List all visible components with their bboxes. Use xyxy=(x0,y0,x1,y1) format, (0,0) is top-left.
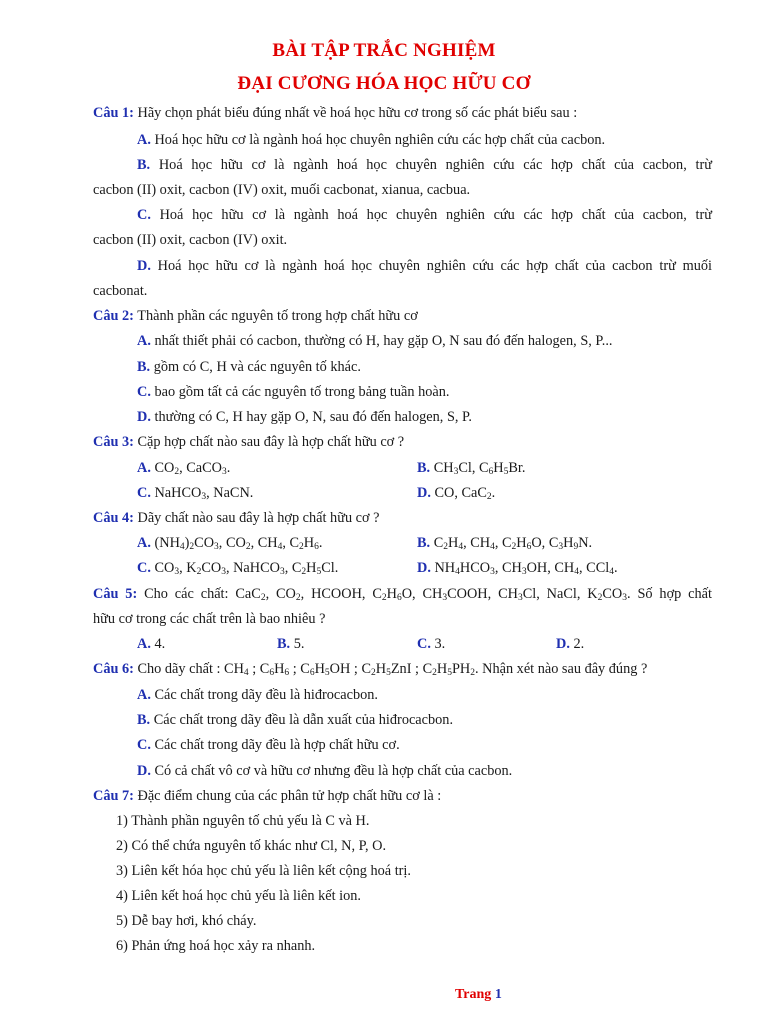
q1-option-b xyxy=(137,156,712,174)
footer-label: Trang xyxy=(455,987,492,1002)
option-label: A. xyxy=(137,460,151,476)
option-text: Có cả chất vô cơ và hữu cơ nhưng đều là hợp chất của cacbon. xyxy=(150,763,513,779)
option-text: NaHCO$_3$, NaCN. xyxy=(150,485,254,502)
option-label: C. xyxy=(137,384,151,400)
question-label: Câu 6: xyxy=(93,661,134,677)
question-label: Câu 3: xyxy=(93,434,134,450)
question-text: Hãy chọn phát biểu đúng nhất về hoá học hữu cơ trong số các phát biểu sau : xyxy=(133,105,578,121)
question-text: Thành phần các nguyên tố trong hợp chất hữu cơ xyxy=(133,308,418,324)
q6-option-d xyxy=(137,762,512,780)
option-text: 2. xyxy=(569,636,585,652)
question-4 xyxy=(93,509,380,527)
page-number: 1 xyxy=(494,987,502,1002)
option-text: Hoá học hữu cơ là ngành hoá học chuyên nghiên cứu các hợp chất của cacbon, trừ xyxy=(150,207,712,223)
option-text: $CO_3$, $K_2CO_3$, NaHCO$_3$, $C_2H_5Cl$. xyxy=(150,560,339,577)
option-label: C. xyxy=(137,485,151,501)
option-label: C. xyxy=(137,737,151,753)
question-label: Câu 2: xyxy=(93,308,134,324)
q7-item: 5) Dễ bay hơi, khó cháy. xyxy=(116,913,257,929)
q1-option-b-cont: cacbon (II) oxit, cacbon (IV) oxit, muối cacbonat, xianua, cacbua. xyxy=(93,182,471,198)
q1-option-c xyxy=(137,206,712,224)
question-1 xyxy=(93,104,577,122)
q4-option-a xyxy=(137,534,322,552)
q2-option-d xyxy=(137,408,472,426)
option-label: D. xyxy=(556,636,570,652)
question-label: Câu 7: xyxy=(93,788,134,804)
q7-item: 6) Phản ứng hoá học xảy ra nhanh. xyxy=(116,938,316,954)
q2-option-a xyxy=(137,332,613,350)
q1-option-d-cont: cacbonat. xyxy=(93,283,148,299)
question-5 xyxy=(93,585,712,603)
question-3 xyxy=(93,433,404,451)
option-label: C. xyxy=(137,560,151,576)
q4-option-c xyxy=(137,559,338,577)
option-label: B. xyxy=(137,157,151,173)
option-text: $(NH_4)_2CO_3$, $CO_2$, $CH_4$, $C_2H_6$. xyxy=(150,535,323,552)
q5-option-d xyxy=(556,635,584,653)
option-text: Hoá học hữu cơ là ngành hoá học chuyên nghiên cứu các hợp chất của cacbon. xyxy=(150,132,606,148)
option-text: Hoá học hữu cơ là ngành hoá học chuyên nghiên cứu các hợp chất của cacbon, trừ xyxy=(150,157,712,173)
option-label: C. xyxy=(417,636,431,652)
q3-option-a xyxy=(137,459,230,477)
question-text: Cho dãy chất : $CH_4$ ; $C_6H_6$ ; $C_6H_5OH$ ; $C_2H_5ZnI$ ; $C_2H_5PH_2$. Nhận xét nào sau đây đúng ? xyxy=(133,661,648,678)
question-6 xyxy=(93,660,647,678)
q3-option-c xyxy=(137,484,253,502)
page-footer xyxy=(455,987,502,1003)
option-label: B. xyxy=(417,460,431,476)
q2-option-c xyxy=(137,383,449,401)
question-2 xyxy=(93,307,418,325)
option-text: thường có C, H hay gặp O, N, sau đó đến halogen, S, P. xyxy=(150,409,472,425)
q7-item: 2) Có thể chứa nguyên tố khác như Cl, N, P, O. xyxy=(116,838,387,854)
option-text: $CO_2$, CaCO$_3$. xyxy=(150,460,231,477)
q7-item: 3) Liên kết hóa học chủ yếu là liên kết cộng hoá trị. xyxy=(116,863,411,879)
question-5-cont: hữu cơ trong các chất trên là bao nhiêu ? xyxy=(93,611,326,627)
q3-option-d xyxy=(417,484,495,502)
option-label: D. xyxy=(417,560,431,576)
q7-item: 1) Thành phần nguyên tố chủ yếu là C và H. xyxy=(116,813,370,829)
question-7 xyxy=(93,787,441,805)
document-subtitle: ĐẠI CƯƠNG HÓA HỌC HỮU CƠ xyxy=(237,73,531,94)
question-text: Cặp hợp chất nào sau đây là hợp chất hữu cơ ? xyxy=(133,434,405,450)
option-label: B. xyxy=(137,712,151,728)
q1-option-c-cont: cacbon (II) oxit, cacbon (IV) oxit. xyxy=(93,232,288,248)
q6-option-a xyxy=(137,686,378,704)
option-label: B. xyxy=(417,535,431,551)
option-text: gồm có C, H và các nguyên tố khác. xyxy=(150,359,361,375)
q5-option-c xyxy=(417,635,445,653)
document-title: BÀI TẬP TRẮC NGHIỆM xyxy=(272,40,496,61)
option-text: $CH_3Cl$, $C_6H_5Br$. xyxy=(430,460,526,477)
question-text: Đặc điểm chung của các phân tử hợp chất hữu cơ là : xyxy=(133,788,442,804)
option-label: A. xyxy=(137,636,151,652)
option-label: D. xyxy=(137,409,151,425)
question-label: Câu 5: xyxy=(93,586,138,602)
option-text: bao gồm tất cả các nguyên tố trong bảng tuần hoàn. xyxy=(150,384,450,400)
option-label: B. xyxy=(277,636,291,652)
option-label: A. xyxy=(137,687,151,703)
q5-option-b xyxy=(277,635,304,653)
option-label: C. xyxy=(137,207,151,223)
option-label: A. xyxy=(137,132,151,148)
q6-option-c xyxy=(137,736,400,754)
question-label: Câu 1: xyxy=(93,105,134,121)
option-text: $NH_4HCO_3$, $CH_3OH$, $CH_4$, CCl$_4$. xyxy=(430,560,618,577)
option-text: Các chất trong dãy đều là dẫn xuất của hiđrocacbon. xyxy=(150,712,454,728)
option-label: D. xyxy=(137,763,151,779)
q2-option-b xyxy=(137,358,361,376)
q6-option-b xyxy=(137,711,453,729)
question-text: Cho các chất: CaC$_2$, $CO_2$, HCOOH, $C_2H_6O$, $CH_3COOH$, $CH_3Cl$, NaCl, $K_2CO_3$. Số hợp chất xyxy=(137,586,712,603)
option-text: 3. xyxy=(430,636,446,652)
q1-option-d xyxy=(137,257,712,275)
question-label: Câu 4: xyxy=(93,510,134,526)
option-label: A. xyxy=(137,535,151,551)
option-text: 4. xyxy=(150,636,166,652)
option-text: Các chất trong dãy đều là hợp chất hữu cơ. xyxy=(150,737,400,753)
option-label: B. xyxy=(137,359,151,375)
option-text: $C_2H_4$, $CH_4$, $C_2H_6O$, $C_3H_9N$. xyxy=(430,535,593,552)
option-label: D. xyxy=(417,485,431,501)
option-text: Các chất trong dãy đều là hiđrocacbon. xyxy=(150,687,378,703)
option-text: Hoá học hữu cơ là ngành hoá học chuyên nghiên cứu các hợp chất của cacbon trừ muối xyxy=(150,258,712,274)
q4-option-b xyxy=(417,534,592,552)
option-text: 5. xyxy=(290,636,305,652)
q3-option-b xyxy=(417,459,525,477)
q7-item: 4) Liên kết hoá học chủ yếu là liên kết ion. xyxy=(116,888,361,904)
q4-option-d xyxy=(417,559,618,577)
option-text: nhất thiết phải có cacbon, thường có H, hay gặp O, N sau đó đến halogen, S, P... xyxy=(150,333,613,349)
option-text: CO, CaC$_2$. xyxy=(430,485,496,502)
q5-option-a xyxy=(137,635,165,653)
option-label: D. xyxy=(137,258,151,274)
option-label: A. xyxy=(137,333,151,349)
q1-option-a xyxy=(137,131,605,149)
question-text: Dãy chất nào sau đây là hợp chất hữu cơ ? xyxy=(133,510,380,526)
